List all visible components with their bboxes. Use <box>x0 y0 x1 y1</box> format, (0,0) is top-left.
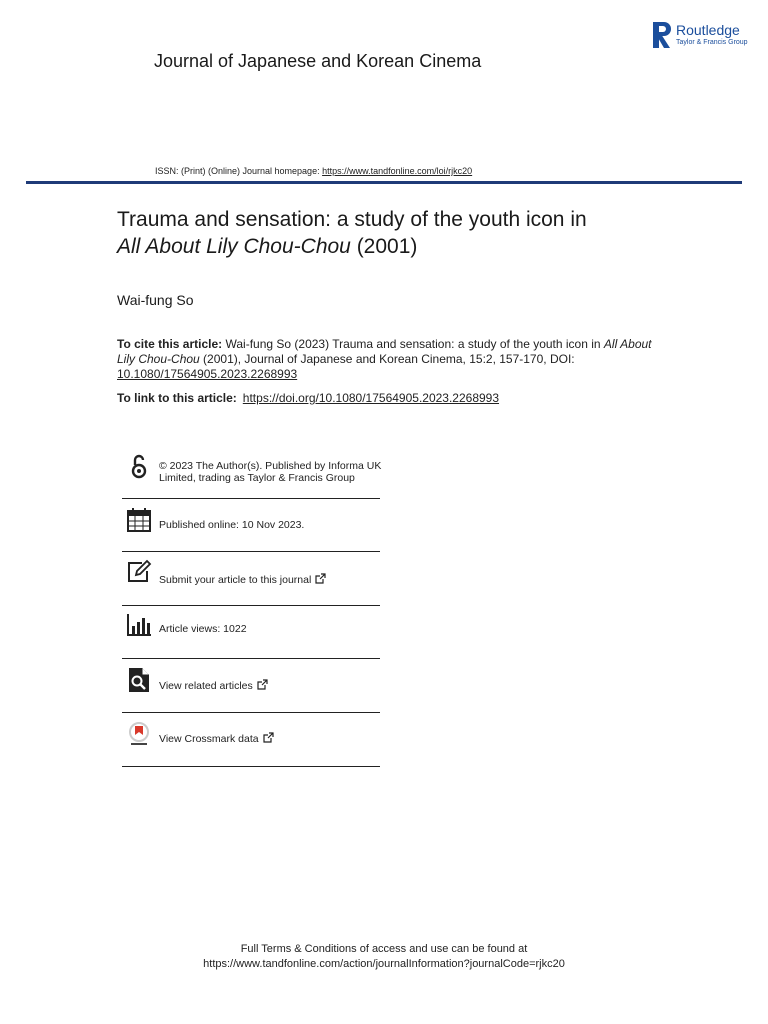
citation-text-before: Wai-fung So (2023) Trauma and sensation: a study of the youth icon in <box>222 337 604 351</box>
external-link-icon <box>263 732 274 743</box>
journal-title: Journal of Japanese and Korean Cinema <box>154 51 482 71</box>
article-title-year: (2001) <box>350 235 418 258</box>
article-doi-link[interactable]: https://doi.org/10.1080/17564905.2023.2268993 <box>242 391 500 405</box>
meta-submit-text[interactable]: Submit your article to this journal <box>159 573 326 586</box>
header-rule <box>26 181 742 184</box>
terms-footer-url[interactable]: https://www.tandfonline.com/action/journalInformation?journalCode=rjkc20 <box>203 958 565 970</box>
meta-published <box>122 499 380 552</box>
meta-views-text: Article views: 1022 <box>159 623 247 635</box>
meta-submit-article[interactable] <box>122 552 380 606</box>
meta-open-access <box>122 452 380 499</box>
crossmark-icon <box>126 721 152 747</box>
author-name: Wai-fung So <box>117 292 194 308</box>
meta-related-articles[interactable] <box>122 659 380 713</box>
document-search-icon <box>126 667 152 693</box>
meta-open-access-text: © 2023 The Author(s). Published by Informa UK Limited, trading as Taylor & Francis Group <box>159 460 382 484</box>
external-link-icon <box>257 679 268 690</box>
meta-crossmark[interactable] <box>122 713 380 767</box>
article-link-block <box>117 391 499 405</box>
article-title-film: All About Lily Chou-Chou <box>117 235 351 258</box>
meta-article-views <box>122 606 380 659</box>
article-link-label: To link to this article: <box>117 391 237 405</box>
citation-film-title: All About Lily Chou-Chou <box>117 337 652 366</box>
citation-text-after: (2001), Journal of Japanese and Korean Cinema, 15:2, 157-170, DOI: <box>199 352 575 366</box>
calendar-icon <box>126 507 152 533</box>
publisher-brand: Routledge <box>676 22 740 38</box>
publisher-subtitle: Taylor & Francis Group <box>676 39 748 46</box>
article-title <box>117 206 717 260</box>
article-title-line1: Trauma and sensation: a study of the youth icon in <box>117 208 587 231</box>
routledge-logo-icon <box>652 20 672 50</box>
publisher-logo[interactable] <box>652 20 752 52</box>
edit-icon <box>126 559 152 585</box>
external-link-icon <box>315 573 326 584</box>
article-meta-list <box>122 452 380 767</box>
terms-footer-line1: Full Terms & Conditions of access and use can be found at <box>240 943 528 955</box>
meta-related-text[interactable]: View related articles <box>159 679 268 692</box>
issn-line <box>155 166 472 176</box>
journal-homepage-link[interactable]: https://www.tandfonline.com/loi/rjkc20 <box>322 166 473 176</box>
terms-footer <box>0 942 768 972</box>
citation-label: To cite this article: <box>117 337 223 351</box>
bar-chart-icon <box>126 612 152 638</box>
citation-block <box>117 337 657 382</box>
meta-crossmark-text[interactable]: View Crossmark data <box>159 732 274 745</box>
open-access-icon <box>126 454 152 480</box>
citation-doi-link[interactable]: 10.1080/17564905.2023.2268993 <box>117 367 298 381</box>
meta-published-text: Published online: 10 Nov 2023. <box>159 519 305 531</box>
issn-text: ISSN: (Print) (Online) Journal homepage: <box>155 166 323 176</box>
